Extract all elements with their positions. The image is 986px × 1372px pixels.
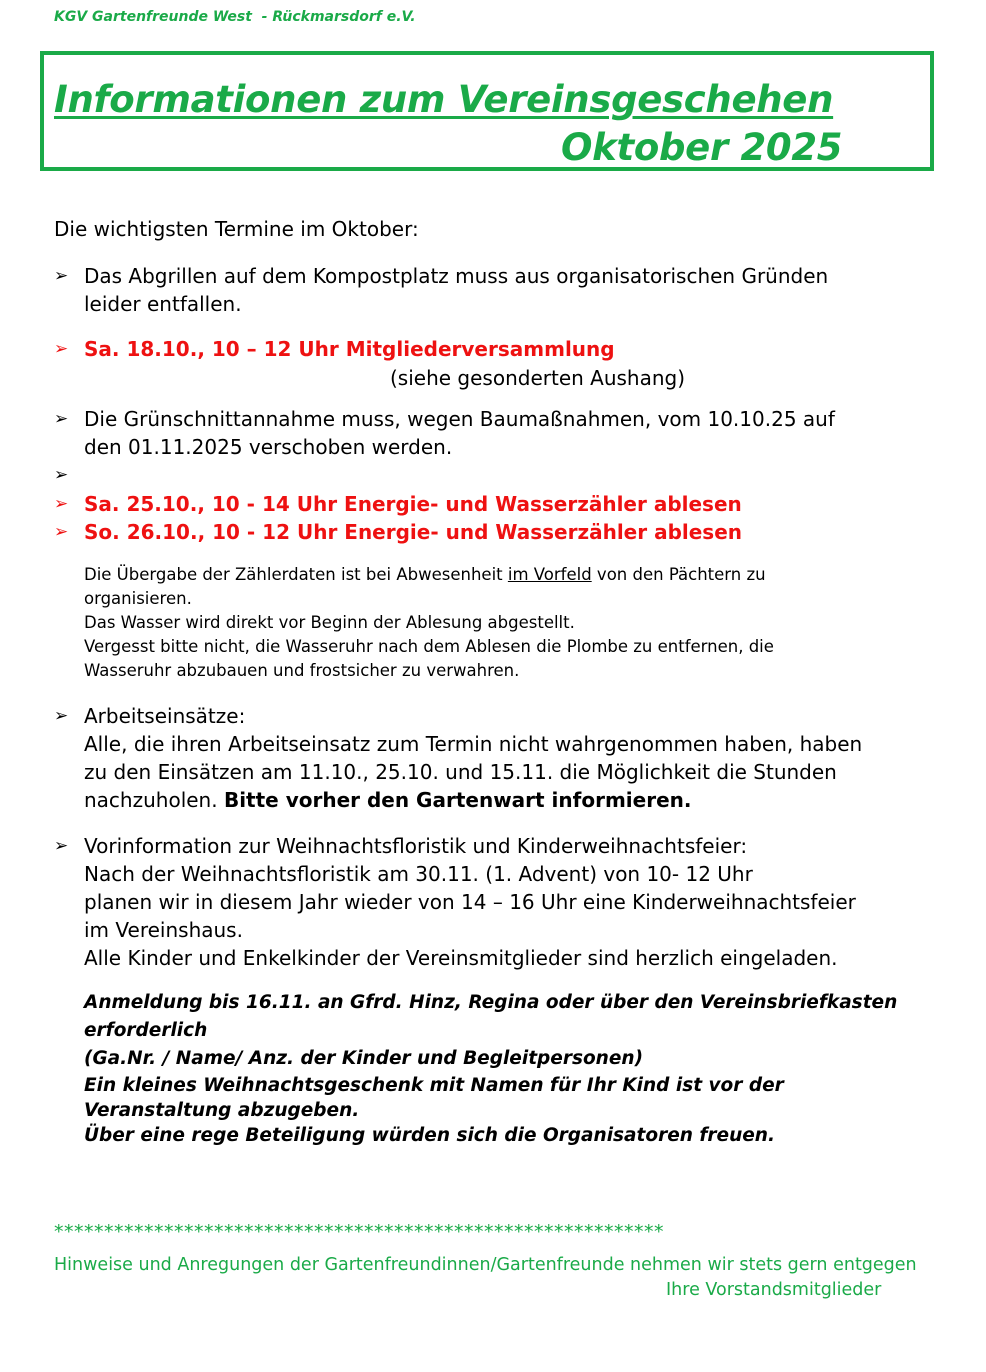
arbeit-heading: Arbeitseinsätze: <box>84 704 246 728</box>
bullet-arrow-icon: ➢ <box>54 706 69 726</box>
footer-signature: Ihre Vorstandsmitglieder <box>666 1280 882 1300</box>
abgrillen-line-1: Das Abgrillen auf dem Kompostplatz muss aus organisatorischen Gründen <box>84 264 829 288</box>
arbeit-line-1: Alle, die ihren Arbeitseinsatz zum Termin nicht wahrgenommen haben, haben <box>84 732 863 756</box>
mv-note: (siehe gesonderten Aushang) <box>390 366 686 390</box>
bullet-arrow-icon: ➢ <box>54 339 69 359</box>
footer-note: Hinweise und Anregungen der Gartenfreundinnen/Gartenfreunde nehmen wir stets gern entgegen <box>54 1255 917 1275</box>
gruen-line-1: Die Grünschnittannahme muss, wegen Baumaßnahmen, vom 10.10.25 auf <box>84 407 835 431</box>
bullet-arrow-icon: ➢ <box>54 494 69 514</box>
arbeit-line-2: zu den Einsätzen am 11.10., 25.10. und 15.11. die Möglichkeit die Stunden <box>84 760 837 784</box>
zaehler-info-line-1: Die Übergabe der Zählerdaten ist bei Abwesenheit im Vorfeld von den Pächtern zu <box>84 565 766 584</box>
club-name: KGV Gartenfreunde West - Rückmarsdorf e.V. <box>54 9 416 25</box>
zaehler-saturday-line: Sa. 25.10., 10 - 14 Uhr Energie- und Wasserzähler ablesen <box>84 492 742 516</box>
anmeldung-line-5: Veranstaltung abzugeben. <box>84 1100 360 1121</box>
bullet-arrow-icon: ➢ <box>54 465 69 485</box>
anmeldung-line-4: Ein kleines Weihnachtsgeschenk mit Namen für Ihr Kind ist vor der <box>84 1075 784 1096</box>
bullet-arrow-icon: ➢ <box>54 836 69 856</box>
zaehler-info-line-4: Vergesst bitte nicht, die Wasseruhr nach dem Ablesen die Plombe zu entfernen, die <box>84 637 774 656</box>
zaehler-info-line-2: organisieren. <box>84 589 192 608</box>
zaehler-info-line-5: Wasseruhr abzubauen und frostsicher zu verwahren. <box>84 661 520 680</box>
zaehler-info-line-3: Das Wasser wird direkt vor Beginn der Ablesung abgestellt. <box>84 613 575 632</box>
anmeldung-line-6: Über eine rege Beteiligung würden sich die Organisatoren freuen. <box>84 1125 775 1146</box>
page-subtitle-month: Oktober 2025 <box>561 126 843 169</box>
weihnacht-line-1: Nach der Weihnachtsfloristik am 30.11. (1. Advent) von 10- 12 Uhr <box>84 862 753 886</box>
bullet-arrow-icon: ➢ <box>54 409 69 429</box>
zaehler-sunday-line: So. 26.10., 10 - 12 Uhr Energie- und Wasserzähler ablesen <box>84 520 743 544</box>
gruen-line-2: den 01.11.2025 verschoben werden. <box>84 435 453 459</box>
star-divider: ************************************************************* <box>54 1221 664 1243</box>
abgrillen-line-2: leider entfallen. <box>84 292 242 316</box>
weihnacht-line-3: im Vereinshaus. <box>84 918 243 942</box>
mv-date-line: Sa. 18.10., 10 – 12 Uhr Mitgliederversammlung <box>84 337 615 361</box>
bullet-arrow-icon: ➢ <box>54 522 69 542</box>
anmeldung-line-3: (Ga.Nr. / Name/ Anz. der Kinder und Begleitpersonen) <box>84 1048 644 1069</box>
weihnacht-heading: Vorinformation zur Weihnachtsfloristik und Kinderweihnachtsfeier: <box>84 834 748 858</box>
intro-text: Die wichtigsten Termine im Oktober: <box>54 217 419 241</box>
weihnacht-line-2: planen wir in diesem Jahr wieder von 14 – 16 Uhr eine Kinderweihnachtsfeier <box>84 890 856 914</box>
weihnacht-line-4: Alle Kinder und Enkelkinder der Vereinsmitglieder sind herzlich eingeladen. <box>84 946 838 970</box>
arbeit-line-3: nachzuholen. Bitte vorher den Gartenwart informieren. <box>84 788 692 812</box>
anmeldung-line-2: erforderlich <box>84 1020 208 1041</box>
page-title: Informationen zum Vereinsgeschehen <box>54 78 834 121</box>
bullet-arrow-icon: ➢ <box>54 266 69 286</box>
anmeldung-line-1: Anmeldung bis 16.11. an Gfrd. Hinz, Regina oder über den Vereinsbriefkasten <box>84 992 898 1013</box>
